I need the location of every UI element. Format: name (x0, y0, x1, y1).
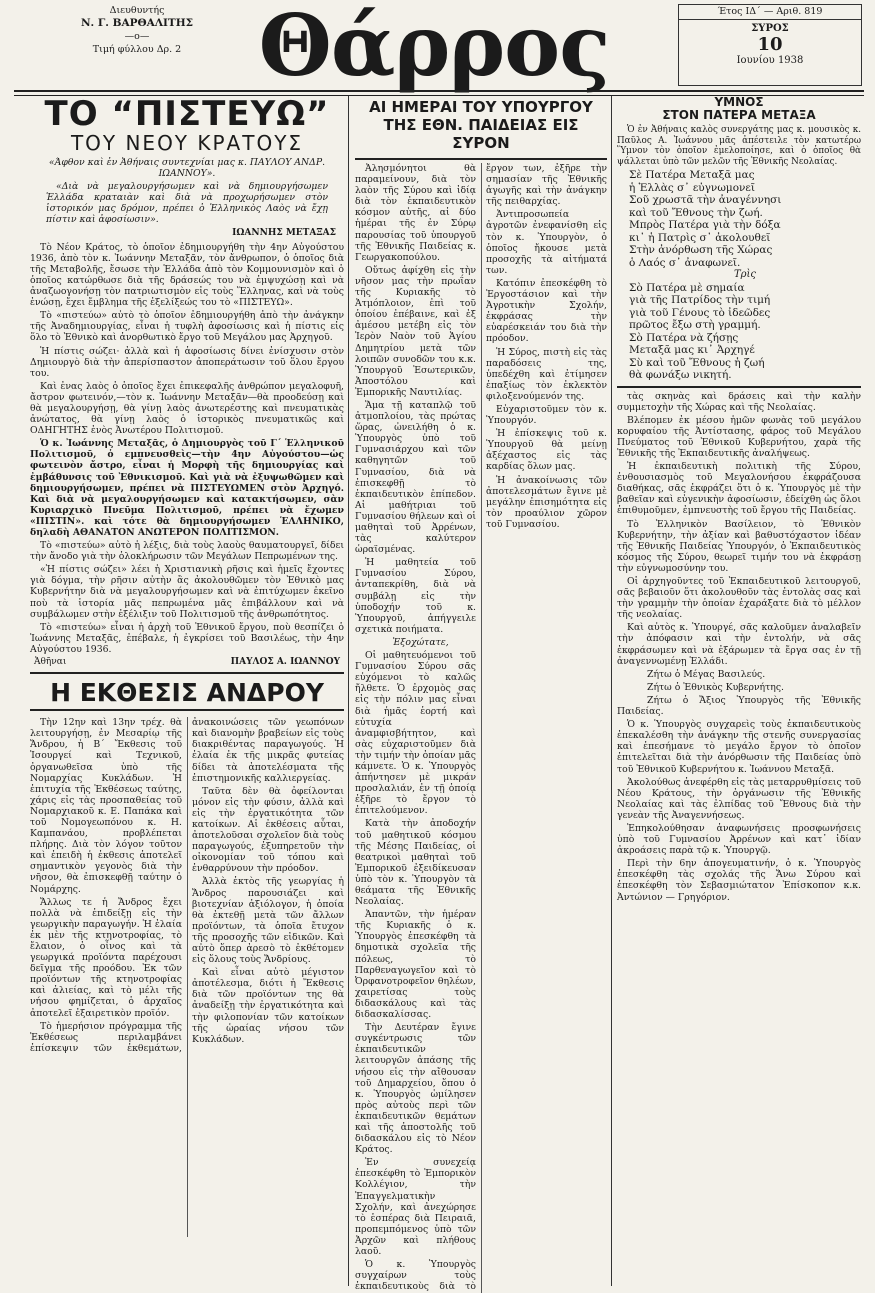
poem-refrain: Τρὶς (733, 269, 757, 280)
article-signature (30, 657, 344, 668)
article-paragraph: Βλέπομεν ἐκ μέσου ἡμῶν φωνὰς τοῦ μεγάλου κορυφαίου τῆς Ἀντίστασης, φάρος τοῦ Μεγάλου Πνεύματος τοῦ Ἐθνικοῦ Κυβερνήτου, χαρὰ τῆς Ἐθνικῆς τῆς Ἐκπαιδευτικῆς ἀναλήψεως. (617, 414, 861, 459)
poem-verse: πρῶτος ἔξω στὴ γραμμή. (629, 319, 761, 331)
article-paragraph: Ἀντιπροσωπεία ἀγροτῶν ἐνεφανίσθη εἰς τὸν κ. Ὑπουργὸν, ὁ ὁποῖος ἤκουσε μετὰ προσοχῆς τὰ αἰτήματά των. (486, 209, 607, 276)
poem-subtitle: ΣΤΟΝ ΠΑΤΕΡΑ ΜΕΤΑΞΑ (662, 108, 816, 122)
masthead-date-box (678, 4, 862, 86)
article-paragraph: Ἀλλὰ ἐκτὸς τῆς γεωργίας ἡ Ἄνδρος παρουσιάζει καὶ βιοτεχνίαν ἀξιόλογον, ἡ ὁποία θὰ ἐκτεθῇ μετὰ τῶν ἄλλων προϊόντων, τὰ ὁποῖα ἔτυχον τῆς προσοχῆς τῶν εἰδικῶν. Καὶ αὐτὸ ὅπερ ἀρεσὸ τὸ ἐκθέτομεν εἰς ὅλους τοὺς Ἄνδρίους. (192, 876, 344, 966)
poem-verse: θὰ φωνάξω νικητή. (629, 369, 732, 381)
poem-title: ΥΜΝΟΣ (714, 95, 764, 109)
poem-verse: Μπρὸς Πατέρα γιὰ τὴν δόξα (629, 219, 781, 231)
ornament-divider: —o— (124, 31, 150, 42)
poem-verse: Μεταξᾶ μας κι᾽ Ἀρχηγέ (629, 344, 755, 356)
section-rule (617, 386, 861, 388)
year-issue: Έτος ΙΔ΄ — Αριθ. 819 (679, 5, 861, 20)
article-paragraph: Ἅμα τῇ καταπλῷ τοῦ ἀτμοπλοίου, τὰς πρώτας ὥρας, ὠνειλήθη ὁ κ. Ὑπουργὸς ὑπὸ τοῦ Γυμνασιάρχου καὶ τῶν καθηγητῶν τοῦ Γυμνασίου, διὰ νὰ ἐπισκεφθῇ τὸ ἐκπαιδευτικὸν ἐπίπεδον. Αἱ μαθήτριαι τοῦ Γυμνασίου θήλεων καὶ οἱ μαθηταὶ τοῦ Ἀρρένων, τὰς καλύτερον ὡραϊσμένας. (355, 399, 476, 556)
article-paragraph: Εὐχαριστοῦμεν τὸν κ. Ὑπουργόν. (486, 403, 607, 427)
article-paragraph: Ὁ κ. Ἰωάννης Μεταξᾶς, ὁ Δημιουργὸς τοῦ Γ΄ Ἑλληνικοῦ Πολιτισμοῦ, ὁ εμπνευσθεὶς—τὴν 4ην Αὐγούστου—ὡς φωτεινὸν ἄστρο, εἶναι ἡ Μορφὴ τῆς δημιουργίας καὶ ἐμβάθυνσις τοῦ Ἐθνικισμοῦ. Καὶ γιὰ νὰ ἐξυψωθῶμεν καὶ δημιουργήσωμεν, πρέπει νὰ ΠΙΣΤΕΥΩΜΕΝ στὸν Ἀρχηγό. Καὶ διὰ νὰ μεγαλουργήσωμεν καὶ κατακτήσωμεν, σὰν Κυριαρχικὸ Πνεῦμα Πολιτισμοῦ, πρέπει νὰ ἔχωμεν «ΠΙΣΤΙΝ». καὶ τότε θὰ δημιουργήσωμεν ἙΛΛΗΝΙΚΟ, δηλαδὴ ΑΘΑΝΑΤΟΝ ΑΝΩΤΕΡΟΝ ΠΟΛΙΤΙΣΜΟΝ. (30, 438, 344, 538)
masthead (14, 0, 864, 95)
headline-ypourgos: ΑΙ ΗΜΕΡΑΙ ΤΟΥ ΥΠΟΥΡΓΟΥ ΤΗΣ ΕΘΝ. ΠΑΙΔΕΙΑΣ ΕΙΣ ΣΥΡΟΝ (369, 98, 593, 152)
poem-verse: Σοῦ χρωστᾶ τὴν ἀναγέννησι (629, 194, 782, 206)
masthead-director-box (62, 4, 212, 56)
signature-author: ΠΑΥΛΟΣ Α. ΙΩΑΝΝΟΥ (230, 657, 340, 668)
column-middle (355, 96, 607, 1293)
article-paragraph: Ἀκολούθως ἀνεφέρθη εἰς τὰς μεταρρυθμίσεις τοῦ Νέου Κράτους, τὴν ὀργάνωσιν τῆς Ἐθνικῆς Νεολαίας καὶ τὰς ἐλπίδας τοῦ Ἔθνους διὰ τὴν γενεὰν τῆς Ἀναγεννήσεως. (617, 776, 861, 821)
article-paragraph: Οἱ μαθητευόμενοι τοῦ Γυμνασίου Σύρου σᾶς εὐχόμενοι τὸ καλῶς ἤλθετε. Ὁ ἐρχομὸς σας εἰς τὴν πόλιν μας εἶναι διὰ ἡμᾶς ἑορτή καὶ εὐτυχία ἀναμφισβήτητον, καὶ σὰς εὐχαριστοῦμεν διὰ τὴν τιμήν τὴν ὁποίαν μᾶς κάμνετε. Ὁ κ. Ὑπουργὸς ἀπήντησεν μὲ μικράν προσλαλιάν, ἐν τῇ ὁποίᾳ ἐξῆρε τὸ ἔργον τὸ ἐπιτελούμενον. (355, 650, 477, 817)
poem-verse: Σὺ καὶ τοῦ Ἔθνους ἡ ζωή (629, 356, 765, 369)
headline-ekthesis: Η ΕΚΘΕΣΙΣ ΑΝΔΡΟΥ (30, 677, 344, 711)
article-paragraph: Ἀπαντῶν, τὴν ἡμέραν τῆς Κυριακῆς ὁ κ. Ὑπουργὸς ἐπεσκέφθη τὰ δημοτικὰ σχολεῖα τῆς πόλεως, τὸ Παρθεναγωγεῖον καὶ τὸ Ὀρφανοτροφεῖον θηλέων, χαιρετίσας τοὺς διδασκάλους καὶ τὰς διδασκαλίσσας. (355, 909, 476, 1021)
metaxas-quote: «Διὰ νὰ μεγαλουργήσωμεν καὶ νὰ δημιουργήσωμεν Ἑλλάδα κραταιὰν καὶ διὰ νὰ προχωρήσωμεν στὸν ἱστορικόν μας δρόμον, πρέπει ὁ Ἑλληνικὸς Λαὸς νὰ ἔχῃ πίστιν καὶ ἀφοσίωσιν». (46, 181, 328, 226)
ekthesis-article (30, 717, 344, 1237)
article-paragraph: Ἀλησμόνητοι θὰ παραμείνουν, διὰ τὸν λαὸν τῆς Σύρου καὶ ἰδίᾳ διὰ τὸν ἐκπαιδευτικὸν κόσμον αὐτῆς, αἱ δύο ἡμέραι τῆς ἐν Σύρῳ παρουσίας τοῦ ὑπουργοῦ τῆς Ἐθνικῆς Παιδείας κ. Γεωργακοπούλου. (355, 163, 476, 263)
article-paragraph: Καὶ εἶναι αὐτὸ μέγιστον ἀποτέλεσμα, διότι ἡ Ἔκθεσις διὰ τῶν προϊόντων της θὰ ἀναδείξῃ τὴν ἐργατικότητα καὶ τὴν φιλοπονίαν τῶν κατοίκων τῆς ὡραίας νήσου τῶν Κυκλάδων. (192, 967, 344, 1045)
issue-month-year: Ιουνίου 1938 (736, 55, 804, 66)
article-paragraph: Καὶ αὐτὸς κ. Ὑπουργέ, σᾶς καλοῦμεν ἀναλαβεῖν τὴν ἀπόφασιν καὶ τὴν ἐντολήν, νὰ σᾶς ἐκφράσωμεν καὶ νὰ ἐξάρωμεν τὰ ἔργα σας ἐν τῇ ἀναγεννωμένῃ Ἑλλάδι. (617, 622, 861, 667)
article-paragraph: Τὸ Ἑλληνικὸν Βασίλειον, τὸ Ἐθνικὸν Κυβερνήτην, τὴν ἀξίαν καὶ βαθυστόχαστον ἰδέαν τῆς Ἐθνικῆς Παιδείας Ὑπουργόν, ὁ Ἐκπαιδευτικὸς κόσμος τῆς Σύρου, θεωρεῖ τιμήν του νὰ ἐκφράσῃ τὴν εὐγνωμοσύνην του. (617, 518, 861, 574)
article-paragraph: «Ἡ πίστις σώζει» λέει ἡ Χριστιανικὴ ρῆσις καὶ ἡμεῖς ἔχοντες γιὰ δόγμα, τὴν ρῆσιν αὐτὴν ἂς ἀκολουθῶμεν τὸν Ἐθνικὸ μας Κυβερνήτην διὰ νὰ μεγαλουργήσωμεν καὶ νὰ ἐπιτύχωμεν ἐκεῖνο ποὺ τὰ ἱστορία μᾶς πεπρωμένα μᾶς ἐπιβάλλουν καὶ νὰ συμβάλωμεν στὴν ἐξέλιξιν τοῦ Πολιτισμοῦ τῆς ἀνθρωπότητος. (30, 564, 344, 620)
article-paragraph: Περὶ τὴν 6ην ἀπογευματινήν, ὁ κ. Ὑπουργὸς ἐπεσκέφθη τὰς σχολάς τῆς Ἄνω Σύρου καὶ ἐπεσκέφθη τὸν Σεβασμιώτατον Ἐπίσκοπον κ.κ. Ἀντώνιον — Γρηγόριον. (617, 858, 861, 903)
column-right (617, 96, 861, 1286)
article-paragraph: Οὔτως ἀφίχθη εἰς τὴν νῆσον μας τὴν πρωΐαν τῆς Κυριακῆς τὸ Ἀτμόπλοιον, ἐπὶ τοῦ ὁποίου ἐπέβαινε, καὶ ἐξ ἀμέσου μετέβη εἰς τὸν Ἱερὸν Ναὸν τοῦ Ἁγίου Δημητρίου μετὰ τῶν λοιπῶν συνοδῶν του κ.κ. Ὑπουργοῦ Ἐσωτερικῶν, Ἀποστόλου καὶ Ἐμπορικῆς Ναυτιλίας. (355, 264, 476, 398)
article-paragraph: Ζήτω ὁ Μέγας Βασιλεύς. (647, 668, 766, 680)
poem-verse: κι᾽ ἡ Πατρὶς σ᾽ ἀκολουθεῖ (629, 231, 771, 244)
poem-verse: Σὸ Πατέρα μὲ σημαία (629, 281, 745, 294)
article-paragraph: Καὶ ἐνας λαὸς ὁ ὁποῖος ἔχει ἐπικεφαλῆς ἀνθρώπον μεγαλοφυῆ, ἄστρον φωτεινόν,—τὸν κ. Ἰωάννην Μεταξᾶν—θὰ προοδεύσῃ καὶ θὰ μεγαλουργήσῃ, θὰ γίνῃ λαὸς ἀνωτερέστης καὶ πνευματικὰς ἀνώτατος, θὰ γίνῃ λαὸς ὁ ἱστορικὸς πνευματικῶς καὶ ΟΔΗΓΗΤΗΣ ἑνὸς Ἀνωτέρου Πολιτισμοῦ. (30, 380, 344, 437)
poem-verse: Σὸ Πατέρα νὰ ζήσῃς (629, 331, 739, 344)
poem-verse: ἡ Ἑλλὰς σ᾽ εὐγνωμονεῖ (629, 181, 755, 194)
poem-verse: ὁ Λαός σ᾽ ἀναφωνεῖ. (629, 256, 741, 269)
article-paragraph: Ἡ πίστις σώζει· ἀλλὰ καὶ ἡ ἀφοσίωσις δίνει ἐνίσχυσιν στὸν Δημιουργὸ διὰ τὴν ἀπερίσπαστον ἀποπεράτωσιν τοῦ ὅλου ἔργου του. (30, 345, 344, 379)
article-paragraph: τὰς σκηνὰς καὶ δράσεις καὶ τὴν καλὴν συμμετοχὴν τῆς Χώρας καὶ τῆς Νεολαίας. (617, 390, 861, 413)
article-paragraph: Ὁ κ. Ὑπουργὸς συγχαρεὶς τοὺς ἐκπαιδευτικοὺς ἐπεκαλέσθη τὴν ἀνάγκην τῆς στενῆς συνεργασίας καὶ ἐπεσήμανε τὸ μεγάλο ἔργον τὸ ὁποῖον ἐπιτελεῖται διὰ τὴν ἀνόρθωσιν τῆς Παιδείας ὑπὸ τοῦ Ἐθνικοῦ Κυβερνήτου κ. Ἰωάννου Μεταξᾶ. (617, 719, 861, 775)
poem (617, 169, 861, 382)
poem-verse: Σὲ Πατέρα Μεταξᾶ μας (629, 169, 755, 181)
article-paragraph: Τὸ «πιστεύω» αὐτὸ ἡ λέξις, διὰ τοὺς λαοὺς θαυματουργεῖ, δίδει τὴν ἄνοδο γιὰ τὴν ὁλοκλήρωσιν τῶν Μεγάλων Πεπρωμένων της. (30, 540, 344, 563)
article-paragraph: Ἡ ἀνακοίνωσις τῶν ἀποτελεσμάτων ἔγινε μὲ μεγάλην ἐπισημότητα εἰς τὸν προαύλιον χῶρον τοῦ Γυμνασίου. (486, 474, 607, 530)
director-name: Ν. Γ. ΒΑΡΘΑΛΙΤΗΣ (80, 17, 194, 29)
article-paragraph: Ἐξοχώτατε, (392, 636, 449, 648)
column-divider (611, 96, 612, 1286)
article-paragraph: Κατὰ τὴν ἀποδοχήν τοῦ μαθητικοῦ κόσμου τῆς Μέσης Παιδείας, οἱ θεατρικοὶ μαθηταὶ τοῦ Ἐμπορικοῦ ἐξειδίκευσαν ὑπὸ τὸν κ. Ὑπουργὸν τὰ θεάματα τῆς Ἐθνικῆς Νεολαίας. (355, 818, 476, 908)
article-paragraph: Ζήτω ὁ Ἄξιος Ὑπουργὸς τῆς Ἐθνικῆς Παιδείας. (617, 694, 861, 718)
article-paragraph: Ἐν συνεχείᾳ ἐπεσκέφθη τὸ Ἐμπορικὸν Κολλέγιον, τὴν Ἐπαγγελματικὴν Σχολήν, καὶ ἀνεχώρησε τὸ ἑσπέρας διὰ Πειραιᾶ, προπεμπόμενος ὑπὸ τῶν Ἀρχῶν καὶ πλήθους λαοῦ. (355, 1157, 476, 1257)
article-paragraph: Ἡ ἐκπαιδευτικὴ πολιτικὴ τῆς Σύρου, ἐνθουσιασμὸς τοῦ Μεγαλονήσου ἐκφράζουσα διαθήκας, σᾶς ἐκφράζει ὅτι ὁ κ. Ὑπουργὸς μὲ τὴν βαθεῖαν καὶ εὐγενικὴν ἀφοσίωσιν, ἐδείχθη ὡς ὅλοι ἐπιθυμοῦμεν, ἐμπνευστὴς τοῦ ἔργου τῆς Παιδείας. (617, 461, 861, 517)
director-label: Διευθυντής (109, 5, 165, 16)
issue-price: Τιμή φύλλου Δρ. 2 (92, 44, 182, 55)
section-rule (30, 672, 344, 674)
poem-verse: Στὴν ἀνόρθωση τῆς Χώρας (629, 244, 773, 256)
article-paragraph: Ἄλλως τε ἡ Ἄνδρος ἔχει πολλὰ νὰ ἐπιδείξῃ εἰς τὴν γεωργικὴν παραγωγήν. Ἡ ἐλαία ἐκ μὲν τῆς κτηνοτροφίας, τὸ ἔλαιον, ὁ οἶνος καὶ τὰ γεωργικά προϊόντα παρέχουσι δεῖγμα τῆς προόδου. Ἐκ τῶν προϊόντων τῆς κτηνοτροφίας καὶ ἀλιείας, καὶ τὸ μέλι τῆς νήσου φημίζεται, ὁ ἀρχαῖος ἀποτελεῖ ἐξαιρετικὸν προϊόν. (30, 896, 182, 1019)
article-paragraph: Κατόπιν ἐπεσκέφθη τὸ Ἐργοστάσιον καὶ τὴν Ἀγροτικὴν Σχολήν, ἐκφράσας τὴν εὐαρέσκειάν του διὰ τὴν πρόοδον. (486, 277, 607, 345)
article-paragraph: Τὸ Νέον Κράτος, τὸ ὁποῖον ἐδημιουργήθη τὴν 4ην Αὐγούστου 1936, ἀπὸ τὸν κ. Ἰωάννην Μεταξᾶν, τὸν ἄνθρωπον, ὁ ὁποῖος διὰ τῆς Μεταβολῆς, ἔσωσε τὴν Ἑλλάδα ἀπὸ τὸν Κομμουνισμὸν καὶ ὁ ὁποῖος κατώρθωσε διὰ τῆς δράσεώς του νὰ ἐμψυχώσῃ καὶ νὰ ἀναζωογονήσῃ τὸν πατριωτισμὸν εἰς τοὺς Ἕλληνας, καὶ νὰ τοὺς ἑνώσῃ, ἔχει ἔμβλημα τῆς ἐξελίξεώς του τὸ «ΠΙΣΤΕΥΩ». (30, 241, 344, 309)
article-paragraph: Τὸ «πιστεύω» αὐτὸ τὸ ὁποῖον ἐδημιουργήθη ἀπὸ τὴν ἀνάγκην τῆς Ἀναδημιουργίας, εἶναι ἡ τυφλὴ ἀφοσίωσις καὶ ἡ πίστις εἰς ὅλο τὸ Ἐθνικὸ καὶ ἀνορθωτικὸ ἔργο τοῦ Μεγάλου μας Ἀρχηγοῦ. (30, 310, 344, 344)
section-rule (355, 158, 607, 160)
article-paragraph: Ζήτω ὁ Ἐθνικὸς Κυβερνήτης. (647, 681, 785, 693)
poem-verse: γιὰ τῆς Πατρίδος τὴν τιμή (629, 294, 771, 306)
issue-day: 10 (757, 34, 783, 55)
article-paragraph: Τὸ «πιστεύω» εἶναι ἡ ἀρχὴ τοῦ Ἐθνικοῦ ἔργου, ποὺ θεσπίζει ὁ Ἰωάννης Μεταξᾶς, ἐπέβαλε, ἡ ἐγκρίσει τοῦ Βασιλέως, τὴν 4ην Αὐγούστου 1936. (30, 621, 344, 655)
poem-intro: Ὁ ἐν Ἀθήναις καλὸς συνεργάτης μας κ. μουσικὸς κ. Παῦλος Α. Ἰωάννου μᾶς ἀπέστειλε τὸν κατωτέρω Ὕμνον τὸν ὁποῖον ἐμελοποίησε, καὶ ὁ ὁποῖος θὰ ψάλλεται ὑπὸ τῶν μελῶν τῆς Ἐθνικῆς Νεολαίας. (617, 125, 861, 167)
place: ΣΥΡΟΣ (751, 23, 789, 34)
headline-subtitle: ΤΟΥ ΝΕΟΥ ΚΡΑΤΟΥΣ (70, 131, 304, 155)
quote-signature: ΙΩΑΝΝΗΣ ΜΕΤΑΞΑΣ (232, 227, 336, 238)
article-paragraph: Ἡ Σύρος, πιστὴ εἰς τὰς παραδόσεις της, ὑπεδέχθη καὶ ἐτίμησεν ἐπαξίως τὸν ἐκλεκτὸν φιλοξενούμενόν της. (486, 346, 607, 402)
signature-place: Ἀθῆναι (34, 657, 67, 668)
article-paragraph: Τὴν 12ην καὶ 13ην τρέχ. θὰ λειτουργήσῃ, ἐν Μεσαρίῳ τῆς Ἄνδρου, ἡ Β΄ Ἔκθεσις τοῦ Ἰσουργεί καὶ Τεχνικοῦ, ὀργανωθεῖσα ὑπὸ τῆς Νομαρχίας Κυκλάδων. Ἡ ἐπιτυχία τῆς Ἐκθέσεως ταύτης, χάρις εἰς τὰς προσπαθείας τοῦ Νομαρχιακοῦ κ. Ε. Παπάκα καὶ τοῦ Νομογεωπόνου κ. Η. Καμπανάου, προβλέπεται πλήρης. Διὰ τὸν λόγον τοῦτον καὶ ἐπειδὴ ἡ ἐκθεσις ἀποτελεῖ σημαντικὸν γεγονὸς διὰ τὴν νῆσον, θὰ ἐπισκεφθῇ ταύτην ὁ Νομάρχης. (30, 717, 182, 895)
ypourgos-article (355, 163, 607, 1293)
article-paragraph: Ὁ κ. Ὑπουργὸς συγχαίρων τοὺς ἐκπαιδευτικοὺς διὰ τὸ ἔργον των, ἐξῆρε τὴν σημασίαν τῆς Ἐθνικῆς ἀγωγῆς καὶ τὴν ἀνάγκην τῆς πειθαρχίας. (355, 163, 607, 1293)
epigraph: «Άφθον καὶ ἐν Ἀθήναις συντεχνίαι μας κ. ΠΑΥΛΟΥ ΑΝΔΡ. ΙΩΑΝΝΟΥ». (48, 157, 326, 180)
column-divider (348, 96, 349, 1286)
article-paragraph: Ταῦτα δὲν θὰ ὀφείλονται μόνον εἰς τὴν φύσιν, ἀλλὰ καὶ εἰς τὴν ἐργατικότητα τῶν κατοίκων. Αἱ ἐκθέσεις αὗται, ἀποτελοῦσαι σχολεῖον διὰ τοὺς παραγωγούς, ἐξυπηρετοῦν τὴν οἰκονομίαν τοῦ τόπου καὶ ἐνθαρρύνουν τὴν πρόοδον. (192, 785, 344, 875)
article-paragraph: Τὸ ἡμερήσιον πρόγραμμα τῆς Ἐκθέσεως περιλαμβάνει ἐπίσκεψιν τῶν ἐκθεμάτων, ἀνακοινώσεις τῶν γεωπόνων καὶ διανομὴν βραβείων εἰς τοὺς διακριθέντας παραγωγούς. Ἡ ἐλαία ἐκ τῆς μικρᾶς φυτείας δίδει τὰ ἀποτελέσματα τῆς ἐπιστημονικῆς καλλιεργείας. (30, 717, 344, 1054)
article-paragraph: Ἡ ἐπίσκεψις τοῦ κ. Ὑπουργοῦ θὰ μείνῃ ἀξέχαστος εἰς τὰς καρδίας ὅλων μας. (486, 428, 607, 473)
article-paragraph: Τὴν Δευτέραν ἔγινε συγκέντρωσις τῶν ἐκπαιδευτικῶν λειτουργῶν ἀπάσης τῆς νήσου εἰς τὴν αἴθουσαν τοῦ Δημαρχείου, ὅπου ὁ κ. Ὑπουργὸς ὡμίλησεν πρὸς αὐτοὺς περὶ τῶν ἐκπαιδευτικῶν θεμάτων καὶ τῆς ἀποστολῆς τοῦ διδασκάλου εἰς τὸ Νέον Κράτος. (355, 1022, 476, 1156)
column-left (30, 96, 344, 1286)
newspaper-title: Θάρρος (258, 0, 610, 95)
poem-verse: καὶ τοῦ Ἔθνους τὴν ζωή. (629, 206, 763, 219)
article-paragraph: Ἡ μαθητεία τοῦ Γυμνασίου Σύρου, ἀνταπεκρίθη, διὰ νὰ συμβάλῃ εἰς τὴν ὑποδοχήν τοῦ κ. Ὑπουργοῦ, ἀπήγγειλε σχετικὰ ποιήματα. (355, 557, 476, 635)
headline-pisteuo: ΤΟ “ΠΙΣΤΕΥΩ” (44, 94, 330, 134)
article-paragraph: Οἱ ἀρχηγοῦντες τοῦ Ἐκπαιδευτικοῦ λειτουργοῦ, σᾶς βεβαιοῦν ὅτι ἀκολουθοῦν τὰς ἐντολὰς σας καὶ τὴν γραμμὴν τὴν ὁποίαν ἐχαράξατε διὰ τὸ μέλλον τῆς νεολαίας. (617, 576, 861, 621)
poem-verse: γιὰ τοῦ Γένους τὸ ἰδεῶδες (629, 306, 771, 319)
article-paragraph: Ἐπηκολούθησαν ἀναφωνήσεις προσφωνήσεις ὑπὸ τοῦ Γυμνασίου Ἀρρένων καὶ κατ᾽ ἰδίαν ἀκροάσεις παρὰ τῷ κ. Ὑπουργῷ. (617, 822, 861, 857)
